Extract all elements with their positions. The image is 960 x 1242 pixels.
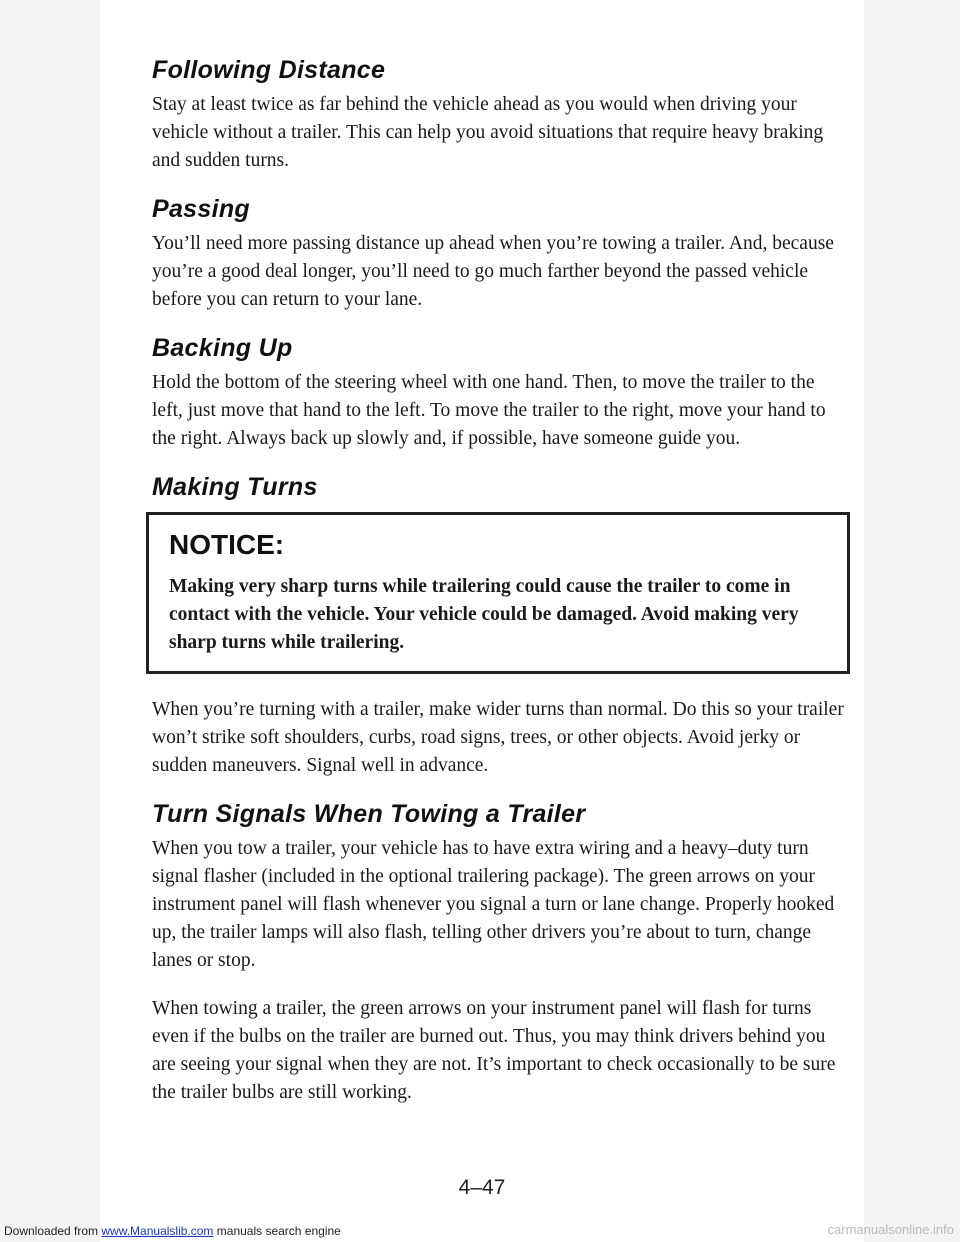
section-paragraph: You’ll need more passing distance up ahead when you’re towing a trailer. And, because you’re a good deal longer, you’ll need to go much farther beyond the passed vehicle before you can return to your lane. [152,233,834,310]
footer-suffix: manuals search engine [213,1224,341,1238]
section-heading: Following Distance [152,56,386,84]
section-paragraph: Stay at least twice as far behind the vehicle ahead as you would when driving your vehicle without a trailer. This can help you avoid situations that require heavy braking and sudden turns. [152,94,824,171]
section-making-turns [152,473,844,780]
section-following-distance [152,56,844,175]
watermark-text: carmanualsonline.info [827,1222,954,1237]
left-margin [0,0,100,1242]
manual-page [100,0,864,1242]
download-footer [4,1224,341,1238]
page-content [152,56,844,1127]
section-heading: Turn Signals When Towing a Trailer [152,800,586,828]
notice-text: Making very sharp turns while trailering could cause the trailer to come in contact with the vehicle. Your vehicle could be damaged. Avoid making very sharp turns while trailering. [169,576,799,653]
notice-box [146,512,850,674]
section-turn-signals [152,800,844,1107]
section-heading: Backing Up [152,334,293,362]
section-passing [152,195,844,314]
section-paragraph: When you tow a trailer, your vehicle has to have extra wiring and a heavy–duty turn signal flasher (included in the optional trailering package). The green arrows on your instrument panel will flash whenever you signal a turn or lane change. Properly hooked up, the trailer lamps will also flash, telling other drivers you’re about to turn, change lanes or stop. [152,838,835,971]
footer-prefix: Downloaded from [4,1224,102,1238]
section-heading: Making Turns [152,473,318,501]
notice-title: NOTICE: [169,529,285,560]
section-paragraph: Hold the bottom of the steering wheel with one hand. Then, to move the trailer to the left, just move that hand to the left. To move the trailer to the right, move your hand to the right. Always back up slowly and, if possible, have someone guide you. [152,372,826,449]
right-margin [864,0,960,1242]
section-paragraph: When you’re turning with a trailer, make wider turns than normal. Do this so your trailer won’t strike soft shoulders, curbs, road signs, trees, or other objects. Avoid jerky or sudden maneuvers. Signal well in advance. [152,699,844,776]
section-paragraph: When towing a trailer, the green arrows on your instrument panel will flash for turns even if the bulbs on the trailer are burned out. Thus, you may think drivers behind you are seeing your signal when they are not. It’s important to check occasionally to be sure the trailer bulbs are still working. [152,998,836,1103]
section-backing-up [152,334,844,453]
page-number: 4–47 [458,1176,506,1199]
section-heading: Passing [152,195,250,223]
manualslib-link[interactable]: www.Manualslib.com [101,1224,214,1238]
